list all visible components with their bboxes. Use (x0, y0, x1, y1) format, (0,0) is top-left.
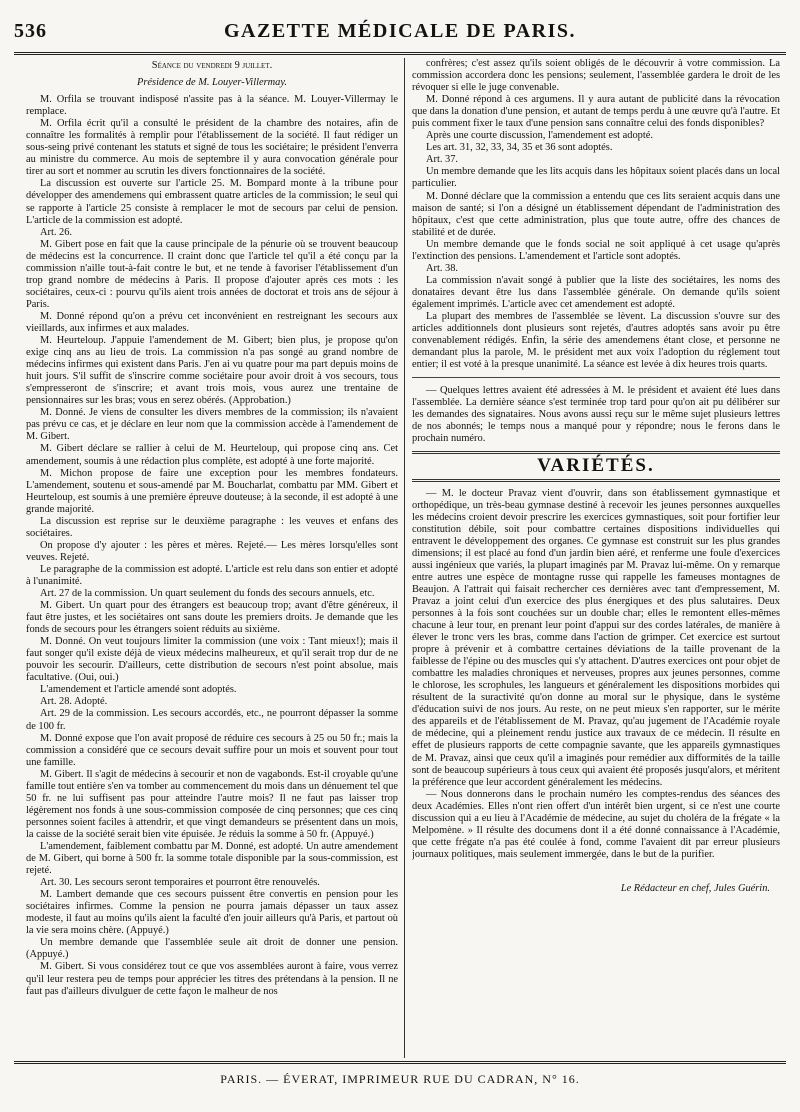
left-paragraph: La discussion est ouverte sur l'article 25. M. Bompard monte à la tribune pour développer des amendemens qui embrassent quatre articles de la commission; le seul qui se rapporte à l'article 25 consiste à remplacer le mot de secours par celui de pension. L'article de la commission est adopté. (26, 178, 398, 226)
left-paragraph: M. Orfila se trouvant indisposé n'assite pas à la séance. M. Louyer-Villermay le remplace. (26, 94, 398, 118)
right-paragraph: Art. 38. (426, 262, 459, 274)
left-paragraph: Un membre demande que l'assemblée seule ait droit de donner une pension. (Appuyé.) (26, 937, 398, 961)
left-paragraph: M. Donné. Je viens de consulter les divers membres de la commission; ils n'avaient pas prévu ce cas, et je déclare en leur nom que la commission accède à l'amendement de M. Gibert. (26, 407, 398, 443)
section-rule-double-2 (412, 479, 780, 482)
right-paragraphs (412, 58, 780, 371)
left-column (26, 60, 398, 1055)
section-rule (412, 377, 780, 378)
notice-paragraph: — Quelques lettres avaient été adressées à M. le président et avaient été lues dans l'assemblée. La dernière séance s'est terminée trop tard pour qu'on ait pu délibérer sur les demandes des signataires. Nous avons aussi reçu sur le même sujet plusieurs lettres de nos abonnés; le temps nous a manqué pour y répondre; nous le ferons dans le prochain numéro. (412, 385, 780, 445)
right-paragraph: Après une courte discussion, l'amendement est adopté. (426, 130, 653, 142)
printer-footer: PARIS. — ÉVERAT, IMPRIMEUR RUE DU CADRAN, N° 16. (220, 1072, 580, 1086)
left-paragraph: L'amendement, faiblement combattu par M. Donné, est adopté. Un autre amendement de M. Gibert, qui borne à 500 fr. la somme totale disponible par la sous-commission, est rejeté. (26, 841, 398, 877)
left-paragraph: M. Donné. On veut toujours limiter la commission (une voix : Tant mieux!); mais il faut songer qu'il existe déjà de vieux médecins malheureux, et qu'il serait trop dur de ne pouvoir les secourir. D'ailleurs, cette distribution de secours n'est point absolue, mais facultative. (Oui, oui.) (26, 636, 398, 684)
editor-signature: Le Rédacteur en chef, Jules Guérin. (620, 882, 770, 894)
left-paragraph: La discussion est reprise sur le deuxième paragraphe : les veuves et enfans des sociétaires. (26, 515, 398, 539)
presidency-line: Présidence de M. Louyer-Villermay. (137, 77, 287, 89)
right-paragraph: confrères; c'est assez qu'ils soient obligés de le découvrir à votre commission. La commission accordera donc les pensions; seulement, l'assemblée gardera le droit de les révoquer si elle le juge convenable. (412, 58, 780, 94)
left-paragraph: Le paragraphe de la commission est adopté. L'article est relu dans son entier et adopté à l'unanimité. (26, 563, 398, 587)
left-paragraph: Art. 28. Adopté. (40, 696, 108, 708)
left-paragraph: M. Michon propose de faire une exception pour les membres fondateurs. L'amendement, soutenu et sous-amendé par M. Boucharlat, combattu par MM. Gibert et Heurteloup, est soumis à une première épreuve douteuse; à la seconde, il est adopté à une grande majorité. (26, 467, 398, 515)
left-paragraph: Art. 26. (40, 226, 73, 238)
left-paragraph: Art. 30. Les secours seront temporaires et pourront être renouvelés. (40, 877, 320, 889)
left-paragraph: M. Gibert. Si vous considérez tout ce que vos assemblées auront à faire, vous verrez qu'il leur restera peu de temps pour apprécier les titres des prétendans à la pension. Il ne faut pas d'ailleurs divulguer de cette façon le malheur de nos (26, 961, 398, 997)
right-paragraph: Un membre demande que le fonds social ne soit appliqué à cet usage qu'après l'extinction des pensions. L'amendement et l'article sont adoptés. (412, 238, 780, 262)
right-column (412, 58, 780, 1053)
right-paragraph: Un membre demande que les lits acquis dans les hôpitaux soient placés dans un local particulier. (412, 166, 780, 190)
left-paragraph: M. Gibert déclare se rallier à celui de M. Heurteloup, qui propose cinq ans. Cet amendement, soumis à une rédaction plus complète, est adopté à une forte majorité. (26, 443, 398, 467)
varietes-paragraph: — M. le docteur Pravaz vient d'ouvrir, dans son établissement gymnastique et orthopédique, un très-beau gymnase destiné à recevoir les jeunes personnes auxquelles les médecins croient devoir prescrire les exercices gymnastiques, soit pour fortifier leur constitution débile, soit pour combattre certaines dispositions individuelles qui entravent le développement des organes. Ce gymnase est construit sur les plus grandes dimensions; il est placé au fond d'un jardin bien aéré, et renferme une foule d'exercices aussi ingénieux que variés, la plupart imaginés par M. Pravaz lui-même. On y remarque entre autres une espèce de montagne russe qui rappelle les fameuses montagnes de Beaujon. A l'attrait qui faisait rechercher ces dernières avec tant d'empressement, M. Pravaz a joint celui d'un exercice des plus énergiques et des plus salutaires. Deux personnes à la fois sont couchées sur un double char; elles le remontent elles-mêmes chacune à leur tour, en prenant leur point d'appui sur des cordes latérales, de manière à élever le tronc vers les bras, comme dans l'action de grimper. Cet exercice est surtout propre à prévenir et à combattre certaines déviations de la taille provenant de la faiblesse de l'épine ou des muscles qui s'y attachent. D'autres exercices ont pour objet de combattre les maladies chroniques et nerveuses, propres aux jeunes personnes, comme le chlorose, les scrophules, les langueurs et généralement les dispositions morbides qui résultent de la suractivité qu'on donne au moral sur le physique, dans le système d'éducation suivi de nos jours. Au reste, on ne peut mieux s'en rapporter, sur le mérite des appareils et de l'établissement de M. Pravaz, qu'au jugement de l'Académie royale de médecine, qui a pleinement rendu justice aux travaux de ce médecin. Il résulte en effet de plusieurs rapports de cette compagnie savante, que les appareils gymnastiques de M. Pravaz, ainsi que ceux qu'il a imaginés pour remédier aux difformités de la taille sont de beaucoup supérieurs à tous ceux qui avaient été proposés jusqu'alors, et méritent la préférence que leur accordent généralement les médecins. (412, 487, 780, 788)
varietes-heading: VARIÉTÉS. (537, 455, 655, 477)
right-paragraph: M. Donné répond à ces argumens. Il y aura autant de publicité dans la révocation que dans la donation d'une pension, et autant de temps perdu à une œuvre qu'à l'autre. Et puis comment fixer le taux d'une pension sans connaître celui des fonds disponibles? (412, 94, 780, 130)
header-rule (14, 52, 786, 55)
left-paragraphs (26, 94, 398, 998)
page-number: 536 (14, 20, 47, 42)
right-paragraph: Art. 37. (426, 154, 459, 166)
right-paragraph: Les art. 31, 32, 33, 34, 35 et 36 sont adoptés. (426, 142, 613, 154)
right-paragraph: La plupart des membres de l'assemblée se lèvent. La discussion s'ouvre sur des articles additionnels dont plusieurs sont rejetés, d'autres adoptés sans avoir pu être convenablement rédigés. Enfin, la série des amendemens étant close, et personne ne demandant plus la parole, M. le président met aux voix l'adoption du réglement tout entier; il est voté à la presque unanimité. La séance est levée à dix heures trois quarts. (412, 310, 780, 371)
column-divider (404, 58, 405, 1058)
left-paragraph: M. Orfila écrit qu'il a consulté le président de la chambre des notaires, afin de connaître les formalités à remplir pour l'établissement de la société. Il faut rédiger un sous-seing privé contenant les statuts et signé de tous les sociétaire; le président l'enverra au ministre du commerce. Au mois de septembre il y aura convocation générale pour tirer au sort et nommer au scrutin les divers fonctionnaires de la société. (26, 118, 398, 178)
left-paragraph: Art. 27 de la commission. Un quart seulement du fonds des secours annuels, etc. (40, 588, 375, 600)
page-title: GAZETTE MÉDICALE DE PARIS. (223, 20, 577, 42)
left-paragraph: M. Gibert. Il s'agit de médecins à secourir et non de vagabonds. Est-il croyable qu'une famille tout entière s'en va tomber au commencement du mois dans un dénuement tel que 50 fr. ne lui suffisent pas pour atteindre l'autre mois? Il ne faut pas laisser trop légèrement nos fonds à une sous-commission composée de cinq personnes; que ces cinq personnes soient faciles à attendrir, et que vingt demandeurs se présentent dans un mois, la caisse de la société serait bien vite épuisée. Je réduis la somme à 50 fr. (Appuyé.) (26, 768, 398, 840)
left-paragraph: L'amendement et l'article amendé sont adoptés. (40, 684, 237, 696)
left-paragraph: M. Heurteloup. J'appuie l'amendement de M. Gibert; bien plus, je propose qu'on exige cinq ans au lieu de trois. La commission n'a pas songé au grand nombre de médecins infirmes qui existent dans Paris. J'en ai vu quatre pour ma part depuis moins de huit jours. S'il suffit de s'inscrire comme sociétaire pour avoir droit à vos secours, tous s'empresseront de s'inscrire; et avant trois mois, vous aurez une trentaine de pensionnaires sur les bras; vous en serez obérés. (Approbation.) (26, 335, 398, 407)
left-paragraph: M. Donné répond qu'on a prévu cet inconvénient en restreignant les secours aux vieillards, aux infirmes et aux malades. (26, 310, 398, 334)
left-paragraph: M. Donné expose que l'on avait proposé de réduire ces secours à 25 ou 50 fr.; mais la commission a considéré que ce secours devait suffire pour un mois et souvent pour tout une famille. (26, 732, 398, 768)
left-paragraph: On propose d'y ajouter : les pères et mères. Rejeté.— Les mères lorsqu'elles sont veuves. Rejeté. (26, 539, 398, 563)
section-rule-double (412, 451, 780, 454)
masthead (14, 20, 786, 50)
right-paragraph: La commission n'avait songé à publier que la liste des sociétaires, les noms des donataires devant être lus dans l'assemblée générale. On demande qu'ils soient également imprimés. L'article avec cet amendement est adopté. (412, 274, 780, 310)
footer-rule (14, 1061, 786, 1064)
left-paragraph: M. Gibert pose en fait que la cause principale de la pénurie où se trouvent beaucoup de médecins est la concurrence. Il craint donc que l'article tel qu'il a été conçu par la commission n'aille tout-à-fait contre le but, et ne tende à favoriser l'établissement d'un trop grand nombre de médecins à Paris. Il propose d'ajouter après ces mots : les sociétaires, ceux-ci : pourvu qu'ils aient trois années de doctorat et trois ans de séjour à Paris. (26, 238, 398, 310)
session-date: Séance du vendredi 9 juillet. (151, 60, 273, 71)
right-paragraph: M. Donné déclare que la commission a entendu que ces lits seraient acquis dans une maison de santé; si l'on a désigné un établissement dépendant de l'administration des hôpitaux, c'est que cette administration, plus que toute autre, offre des chances de stabilité et de durée. (412, 190, 780, 238)
left-paragraph: Art. 29 de la commission. Les secours accordés, etc., ne pourront dépasser la somme de 100 fr. (26, 708, 398, 732)
left-paragraph: M. Lambert demande que ces secours puissent être convertis en pension pour les sociétaires infirmes. Comme la pension ne pourra jamais dépasser un taux assez modeste, il faut au moins qu'ils aient la faculté d'en jouir ailleurs qu'à Paris, et partout où la vie sera moins chère. (Appuyé.) (26, 889, 398, 937)
varietes-paragraph: — Nous donnerons dans le prochain numéro les comptes-rendus des séances des deux Académies. Elles n'ont rien offert d'un intérêt bien urgent, si ce n'est une courte discussion qui a eu lieu à l'Académie de médecine, au sujet du choléra de la frégate « la Melpomène. » Il résulte des documens dont il a été donné connaissance à l'Académie, que cette frégate n'a pas été coulée à fond, comme l'avaient dit par erreur plusieurs journaux politiques, mais seulement immergée, dans le but de la purifier. (412, 788, 780, 860)
varietes-paragraphs (412, 488, 780, 861)
left-paragraph: M. Gibert. Un quart pour des étrangers est beaucoup trop; avant d'être généreux, il faut être justes, et les sociétaires ont sans doute les premiers droits. Je demande que les fonds de secours pour les étrangers soient réduits au sixième. (26, 600, 398, 636)
